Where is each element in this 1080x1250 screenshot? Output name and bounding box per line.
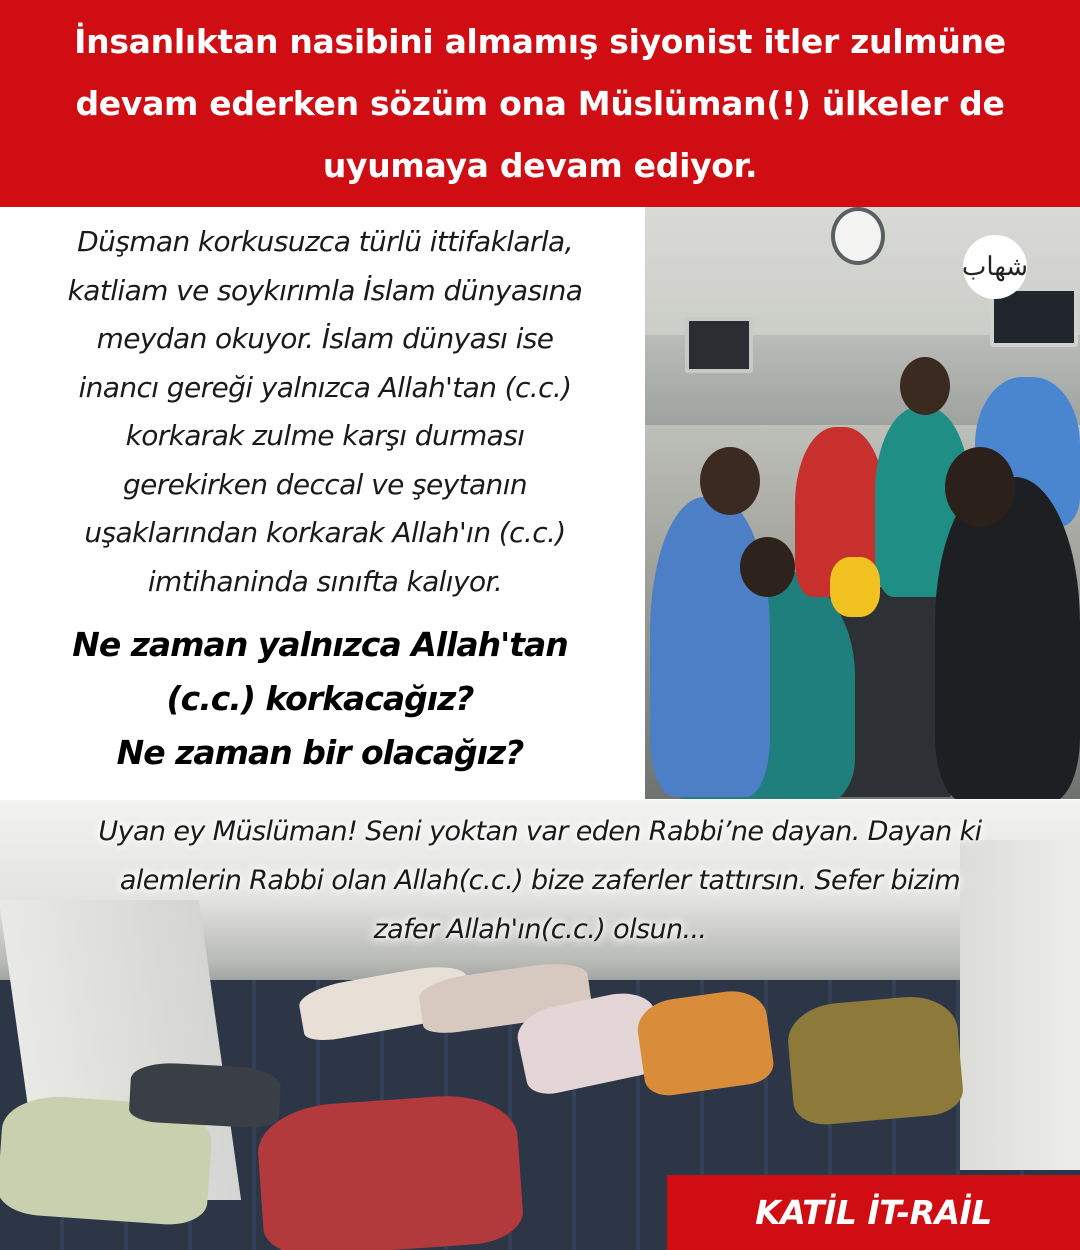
intro-line: katliam ve soykırımla İslam dünyasına — [67, 273, 583, 307]
medic-head — [945, 447, 1015, 527]
patient-monitor — [685, 317, 753, 373]
question-line: Ne zaman yalnızca Allah'tan — [72, 625, 568, 664]
covered-body — [634, 986, 776, 1098]
covered-body — [129, 1061, 282, 1129]
covered-body — [785, 993, 965, 1127]
questions-block — [10, 618, 630, 780]
closing-line: Uyan ey Müslüman! Seni yoktan var eden Rabbi’ne dayan. Dayan ki — [98, 816, 982, 847]
intro-line: inancı gereği yalnızca Allah'tan (c.c.) — [78, 370, 572, 404]
closing-line: zafer Allah'ın(c.c.) olsun... — [373, 914, 707, 945]
intro-line: korkarak zulme karşı durması — [125, 419, 525, 452]
closing-line: alemlerin Rabbi olan Allah(c.c.) bize zaferler tattırsın. Sefer bizim — [119, 865, 961, 896]
shehab-logo: شهاب — [963, 235, 1027, 299]
footer-tag — [667, 1175, 1080, 1250]
injured-child — [830, 557, 880, 617]
intro-line: meydan okuyor. İslam dünyası ise — [96, 322, 554, 355]
hospital-photo — [645, 207, 1080, 799]
headline-banner — [0, 0, 1080, 207]
covered-body — [255, 1091, 525, 1250]
headline-line: devam ederken sözüm ona Müslüman(!) ülkeler de — [75, 83, 1005, 123]
medic-figure — [935, 477, 1080, 799]
headline-title — [20, 11, 1060, 197]
medic-head — [900, 357, 950, 415]
intro-line: imtihaninda sınıfta kalıyor. — [147, 564, 503, 598]
question-line: (c.c.) korkacağız? — [166, 679, 474, 718]
intro-line: Düşman korkusuzca türlü ittifaklarla, — [77, 225, 573, 258]
intro-line: uşaklarından korkarak Allah'ın (c.c.) — [84, 516, 566, 549]
medic-head — [700, 447, 760, 515]
headline-line: uyumaya devam ediyor. — [322, 145, 758, 185]
footer-tag-text: KATİL İT-RAİL — [755, 1193, 992, 1232]
intro-paragraph — [20, 218, 630, 606]
medic-head — [740, 537, 795, 597]
question-line: Ne zaman bir olacağız? — [116, 733, 524, 772]
closing-paragraph — [20, 807, 1060, 954]
headline-line: İnsanlıktan nasibini almamış siyonist itler zulmüne — [74, 21, 1006, 61]
intro-line: gerekirken deccal ve şeytanın — [122, 467, 528, 501]
wall-clock — [831, 207, 885, 265]
